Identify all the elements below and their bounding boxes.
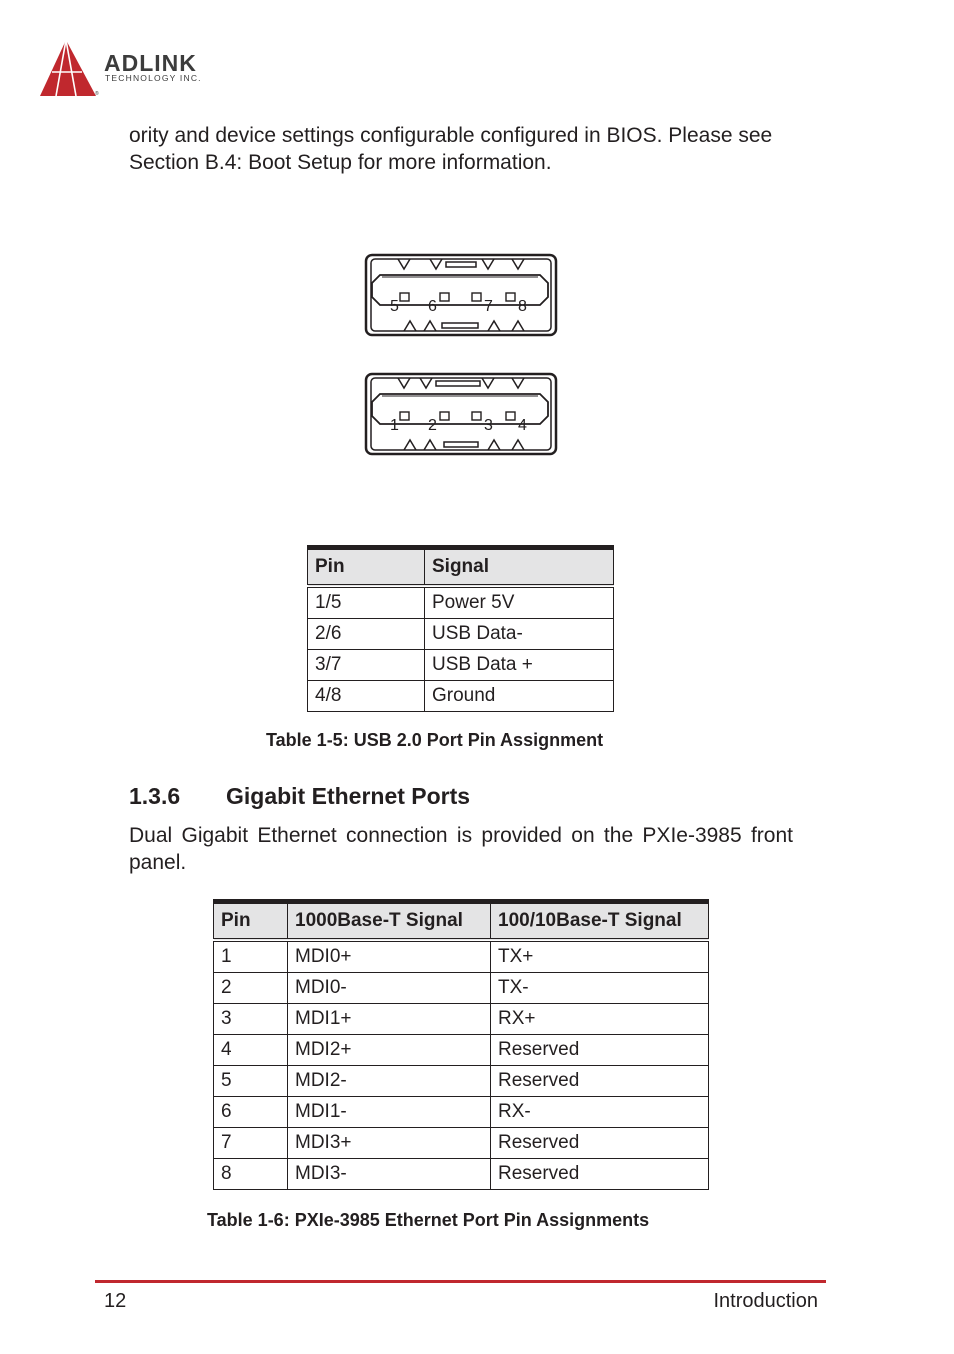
- table-cell: MDI2-: [288, 1066, 491, 1097]
- column-header-signal: Signal: [425, 548, 614, 587]
- table-header-row: [308, 548, 614, 587]
- table-cell: 1: [214, 940, 288, 973]
- usb-pin-label: 7: [484, 298, 493, 315]
- logo-subtitle: TECHNOLOGY INC.: [105, 73, 202, 83]
- usb-pin-label: 2: [428, 417, 437, 434]
- table-cell: TX-: [491, 973, 709, 1004]
- ethernet-table-caption: Table 1-6: PXIe-3985 Ethernet Port Pin Assignments: [207, 1210, 650, 1230]
- table-cell: MDI3+: [288, 1128, 491, 1159]
- table-cell: 1/5: [308, 586, 425, 619]
- table-cell: MDI1+: [288, 1004, 491, 1035]
- table-row: [308, 681, 614, 712]
- table-row: [214, 940, 709, 973]
- usb-pin-label: 4: [518, 417, 527, 434]
- table-cell: USB Data-: [425, 619, 614, 650]
- table-row: [214, 973, 709, 1004]
- section-title: Gigabit Ethernet Ports: [226, 783, 471, 809]
- table-row: [214, 1066, 709, 1097]
- table-cell: RX-: [491, 1097, 709, 1128]
- table-row: [214, 1035, 709, 1066]
- column-header-pin: Pin: [308, 548, 425, 587]
- table-cell: Reserved: [491, 1066, 709, 1097]
- table-row: [308, 650, 614, 681]
- section-heading: [129, 783, 470, 810]
- usb-pin-label: 8: [518, 298, 527, 315]
- usb-pin-label: 3: [484, 417, 493, 434]
- ethernet-paragraph: Dual Gigabit Ethernet connection is provided on the PXIe-3985 front panel.: [129, 824, 793, 874]
- table-row: [214, 1097, 709, 1128]
- intro-paragraph: ority and device settings configurable configured in BIOS. Please see Section B.4: Boot Setup for more information.: [129, 124, 773, 174]
- column-header-1000base-t: 1000Base-T Signal: [288, 902, 491, 941]
- section-number: 1.3.6: [129, 783, 181, 809]
- table-cell: 8: [214, 1159, 288, 1190]
- table-cell: TX+: [491, 940, 709, 973]
- table-cell: MDI0-: [288, 973, 491, 1004]
- table-cell: 4/8: [308, 681, 425, 712]
- ethernet-pin-table: [213, 899, 709, 1190]
- table-cell: Power 5V: [425, 586, 614, 619]
- table-cell: 3: [214, 1004, 288, 1035]
- table-row: [308, 619, 614, 650]
- table-cell: Reserved: [491, 1035, 709, 1066]
- table-cell: USB Data +: [425, 650, 614, 681]
- table-row: [214, 1159, 709, 1190]
- table-cell: 2/6: [308, 619, 425, 650]
- table-cell: 6: [214, 1097, 288, 1128]
- column-header-pin: Pin: [214, 902, 288, 941]
- table-cell: MDI3-: [288, 1159, 491, 1190]
- table-cell: 5: [214, 1066, 288, 1097]
- logo-wordmark: ADLINK: [104, 50, 197, 76]
- table-row: [214, 1004, 709, 1035]
- table-cell: Reserved: [491, 1128, 709, 1159]
- page-number: 12: [104, 1290, 127, 1312]
- table-cell: 7: [214, 1128, 288, 1159]
- table-row: [308, 586, 614, 619]
- table-cell: 4: [214, 1035, 288, 1066]
- usb-table-caption: Table 1-5: USB 2.0 Port Pin Assignment: [266, 730, 604, 750]
- adlink-triangle-icon: [38, 38, 98, 98]
- table-row: [214, 1128, 709, 1159]
- usb-connector-lower-diagram: [364, 372, 558, 456]
- table-cell: 3/7: [308, 650, 425, 681]
- adlink-logo: [38, 38, 238, 100]
- usb-connector-upper-diagram: [364, 253, 558, 337]
- logo-registered-mark: ®: [95, 91, 99, 97]
- table-cell: RX+: [491, 1004, 709, 1035]
- table-cell: MDI0+: [288, 940, 491, 973]
- usb-pin-table: [307, 545, 614, 712]
- table-cell: Ground: [425, 681, 614, 712]
- usb-pin-label: 1: [390, 417, 399, 434]
- table-cell: MDI1-: [288, 1097, 491, 1128]
- usb-pin-label: 6: [428, 298, 437, 315]
- footer-chapter-title: Introduction: [713, 1290, 818, 1312]
- table-cell: MDI2+: [288, 1035, 491, 1066]
- table-cell: Reserved: [491, 1159, 709, 1190]
- footer-divider: [95, 1280, 826, 1283]
- usb-pin-label: 5: [390, 298, 399, 315]
- table-cell: 2: [214, 973, 288, 1004]
- column-header-100-10base-t: 100/10Base-T Signal: [491, 902, 709, 941]
- table-header-row: [214, 902, 709, 941]
